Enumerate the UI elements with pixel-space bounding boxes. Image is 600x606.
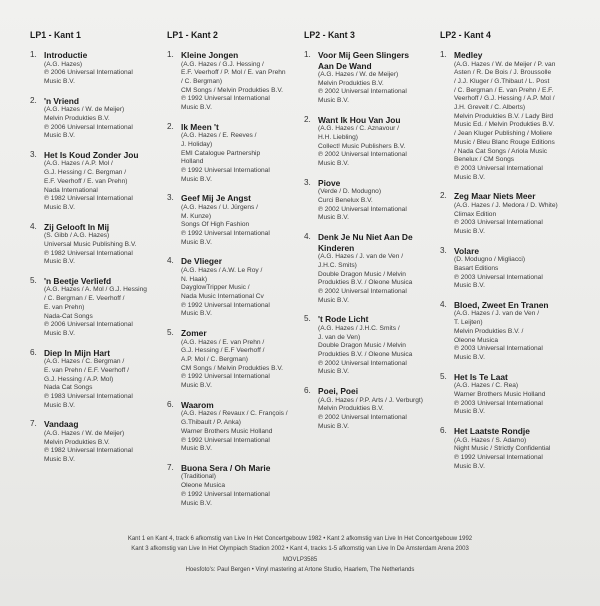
track-credits: (A.G. Hazes / J. Medora / D. White) Climax Edition ℗ 2003 Universal International Music B.V. (454, 201, 558, 235)
track-item (304, 386, 442, 431)
track-credits: (A.G. Hazes / G.J. Hessing / E.F. Veerhoff / P. Mol / E. van Prehn / C. Bergman) CM Songs / Melvin Produkties B.V. ℗ 1992 Universal International Music B.V. (181, 60, 286, 112)
track-credits: (A.G. Hazes / A.P. Mol / G.J. Hessing / C. Bergman / E.F. Veerhoff / E. van Prehn) Nada International ℗ 1982 Universal International Music B.V. (44, 160, 133, 211)
track-number: 4. (440, 299, 447, 309)
track-number: 3. (30, 149, 37, 159)
track-number: 3. (440, 245, 447, 255)
track-title: Piove (318, 177, 341, 188)
track-credits: (A.G. Hazes / C. Rea) Warner Brothers Music Holland ℗ 2003 Universal International Music B.V. (454, 382, 546, 416)
track-item (304, 178, 442, 223)
track-number: 5. (440, 371, 447, 381)
track-item (440, 426, 578, 471)
track-credits: (A.G. Hazes / W. de Meijer) Melvin Produkties B.V. ℗ 2002 Universal International Music B.V. (318, 71, 407, 105)
track-credits: (A.G. Hazes / A.W. Le Roy / N. Haak) DayglowTripper Music / Nada Music International Cv ℗ 1992 Universal International Music B.V. (181, 266, 270, 318)
track-item (167, 122, 305, 185)
side-heading: LP2 - Kant 4 (440, 30, 491, 40)
side-column-3 (304, 30, 442, 440)
track-credits: (A.G. Hazes) ℗ 2006 Universal International Music B.V. (44, 60, 133, 85)
track-number: 3. (167, 193, 174, 203)
track-item (304, 232, 442, 305)
side-column-1 (30, 30, 168, 474)
track-credits: (D. Modugno / Migliacci) Basart Editions ℗ 2003 Universal International Music B.V. (454, 256, 543, 290)
track-item (440, 372, 578, 417)
track-credits: (Verde / D. Modugno) Curci Benelux B.V. ℗ 2002 Universal International Music B.V. (318, 188, 407, 222)
track-credits: (A.G. Hazes / S. Adamo) Night Music / Strictly Confidential ℗ 1992 Universal International Music B.V. (454, 436, 551, 470)
side-heading: LP2 - Kant 3 (304, 30, 355, 40)
track-number: 7. (30, 419, 37, 429)
track-title: Geef Mij Je Angst (181, 193, 251, 204)
track-title: Medley (454, 50, 483, 60)
catalog-number: MOVLP3585 (282, 556, 318, 563)
track-credits: (Traditional) Oleone Musica ℗ 1992 Universal International Music B.V. (181, 473, 270, 507)
track-title: Poei, Poei (318, 386, 359, 397)
track-number: 6. (304, 386, 311, 396)
track-credits: (A.G. Hazes / J. van de Ven / J.H.C. Smits) Double Dragon Music / Melvin Produkties B.V. / Oleone Musica ℗ 2002 Universal International Music B.V. (318, 253, 413, 304)
footer-photo-credit: Hoesfoto's: Paul Bergen • Vinyl mastering at Artone Studio, Haarlem, The Netherlands (185, 566, 415, 573)
track-credits: (A.G. Hazes / W. de Meijer) Melvin Produkties B.V. ℗ 2006 Universal International Music B.V. (44, 106, 133, 140)
track-title: 'n Beetje Verliefd (44, 275, 112, 286)
track-item (30, 419, 168, 464)
track-title: Bloed, Zweet En Tranen (454, 299, 549, 310)
track-number: 5. (167, 328, 174, 338)
track-item (167, 256, 305, 319)
track-title: Introductie (44, 50, 88, 60)
track-title: Vandaag (44, 419, 79, 430)
track-title: Het Is Te Laat (454, 371, 508, 382)
footer-source-line-2: Kant 3 afkomstig van Live In Het Olympiach Stadion 2002 • Kant 4, tracks 1-5 afkomstig van Live In De Amsterdam Arena 2003 (131, 546, 469, 553)
track-title: 'n Vriend (44, 95, 80, 106)
track-credits: (A.G. Hazes / C. Bergman / E. van Prehn / E.F. Veerhoff / G.J. Hessing / A.P. Mol) Nada Cat Songs ℗ 1983 Universal International Music B.V. (44, 358, 133, 409)
track-credits: (A.G. Hazes / U. Jürgens / M. Kunze) Songs Of High Fashion ℗ 1992 Universal International Music B.V. (181, 203, 270, 246)
track-number: 6. (167, 399, 174, 409)
track-title: Buona Sera / Oh Marie (181, 462, 271, 473)
track-credits: (A.G. Hazes / P.P. Arts / J. Verburgt) Melvin Produkties B.V. ℗ 2002 Universal International Music B.V. (318, 396, 423, 430)
track-number: 4. (30, 221, 37, 231)
track-title: 't Rode Licht (318, 314, 369, 325)
track-credits: (A.G. Hazes / W. de Meijer) Melvin Produkties B.V. ℗ 1982 Universal International Music B.V. (44, 429, 133, 463)
track-item (304, 50, 442, 106)
track-number: 5. (304, 314, 311, 324)
track-credits: (A.G. Hazes / W. de Meijer / P. van Asten / R. De Bois / J. Broussolle / J.J. Kluger / G.Thibaut / L. Post / C. Bergman / E. van Prehn / E.F. Veerhoff / G.J. Hessing / A.P. Mol / J.H. Grevelt / C. Alberts) Melvin Produkties B.V. / Lady Bird Music Ed. / Melvin Produkties B.V. / Jean Kluger Publishing / Moliere Music / Bleu Blanc Rouge Editions / Nada Cat Songs / Ariola Music Benelux / CM Songs ℗ 2003 Universal International Music B.V. (454, 60, 556, 181)
track-number: 2. (30, 95, 37, 105)
track-item (30, 50, 168, 87)
track-credits: (A.G. Hazes / A. Mol / G.J. Hessing / C. Bergman / E. Veerhoff / E. van Prehn) Nada-Cat Songs ℗ 2006 Universal International Music B.V. (44, 286, 147, 337)
track-title: Want Ik Hou Van Jou (318, 114, 401, 125)
track-number: 4. (304, 232, 311, 242)
track-number: 3. (304, 177, 311, 187)
track-number: 6. (30, 347, 37, 357)
track-item (167, 400, 305, 454)
track-item (304, 115, 442, 169)
track-number: 5. (30, 275, 37, 285)
track-item (167, 193, 305, 247)
track-number: 4. (167, 256, 174, 266)
track-item (30, 348, 168, 411)
track-credits: (A.G. Hazes / E. Reeves / J. Holiday) EMI Catalogue Partnership Holland ℗ 1992 Universal International Music B.V. (181, 132, 270, 183)
track-title: Zij Gelooft In Mij (44, 221, 110, 232)
track-item (30, 150, 168, 213)
track-credits: (A.G. Hazes / J. van de Ven / T. Leijten) Melvin Produkties B.V. / Oleone Musica ℗ 2003 Universal International Music B.V. (454, 310, 543, 361)
track-title: Waarom (181, 399, 214, 410)
track-title: Zomer (181, 328, 207, 339)
track-title: Kleine Jongen (181, 50, 239, 60)
track-title: Zeg Maar Niets Meer (454, 191, 536, 202)
track-title: Het Is Koud Zonder Jou (44, 149, 139, 160)
track-item (440, 300, 578, 363)
track-credits: (A.G. Hazes / E. van Prehn / G.J. Hessing / E.F Veerhoff / A.P. Mol / C. Bergman) CM Songs / Melvin Produkties B.V. ℗ 1992 Universal International Music B.V. (181, 338, 284, 390)
track-title: Denk Je Nu Niet Aan De Kinderen (318, 232, 413, 253)
footer-source-line-1: Kant 1 en Kant 4, track 6 afkomstig van Live In Het Concertgebouw 1982 • Kant 2 afkomstig van Live In Het Concertgebouw 1992 (127, 536, 473, 542)
side-heading: LP1 - Kant 1 (30, 30, 81, 40)
track-number: 2. (167, 121, 174, 131)
track-item (304, 314, 442, 377)
track-number: 6. (440, 426, 447, 435)
track-item (30, 96, 168, 141)
track-credits: (A.G. Hazes / Revaux / C. François / G.Thibault / P. Anka) Warner Brothers Music Holland ℗ 1992 Universal International Music B.V. (181, 410, 288, 453)
track-credits: (A.G. Hazes / C. Aznavour / H.H. Liebling) Collect! Music Publishers B.V. ℗ 2002 Universal International Music B.V. (318, 125, 407, 168)
side-column-2 (167, 30, 305, 517)
track-number: 2. (304, 114, 311, 124)
track-number: 2. (440, 191, 447, 201)
track-number: 1. (30, 50, 37, 59)
side-heading: LP1 - Kant 2 (167, 30, 218, 40)
track-title: Diep In Mijn Hart (44, 347, 111, 358)
track-item (167, 328, 305, 391)
track-item (167, 50, 305, 113)
track-credits: (S. Gibb / A.G. Hazes) Universal Music Publishing B.V. ℗ 1982 Universal International Music B.V. (44, 232, 137, 266)
track-title: Ik Meen 't (181, 121, 219, 132)
side-column-4 (440, 30, 578, 480)
track-item (440, 191, 578, 236)
track-number: 1. (440, 50, 447, 59)
track-title: Het Laatste Rondje (454, 426, 530, 436)
track-item (440, 50, 578, 182)
track-title: Volare (454, 245, 479, 256)
track-item (30, 276, 168, 339)
track-title: De Vlieger (181, 256, 222, 267)
track-credits: (A.G. Hazes / J.H.C. Smits / J. van de Ven) Double Dragon Music / Melvin Produkties B.V. / Oleone Musica ℗ 2002 Universal International Music B.V. (318, 324, 413, 376)
track-item (30, 222, 168, 267)
track-title: Voor Mij Geen Slingers Aan De Wand (318, 50, 410, 71)
track-item (440, 246, 578, 291)
sleeve-credits-footer (0, 534, 600, 575)
track-item (167, 463, 305, 508)
track-number: 7. (167, 462, 174, 472)
track-number: 1. (304, 50, 311, 59)
track-number: 1. (167, 50, 174, 59)
